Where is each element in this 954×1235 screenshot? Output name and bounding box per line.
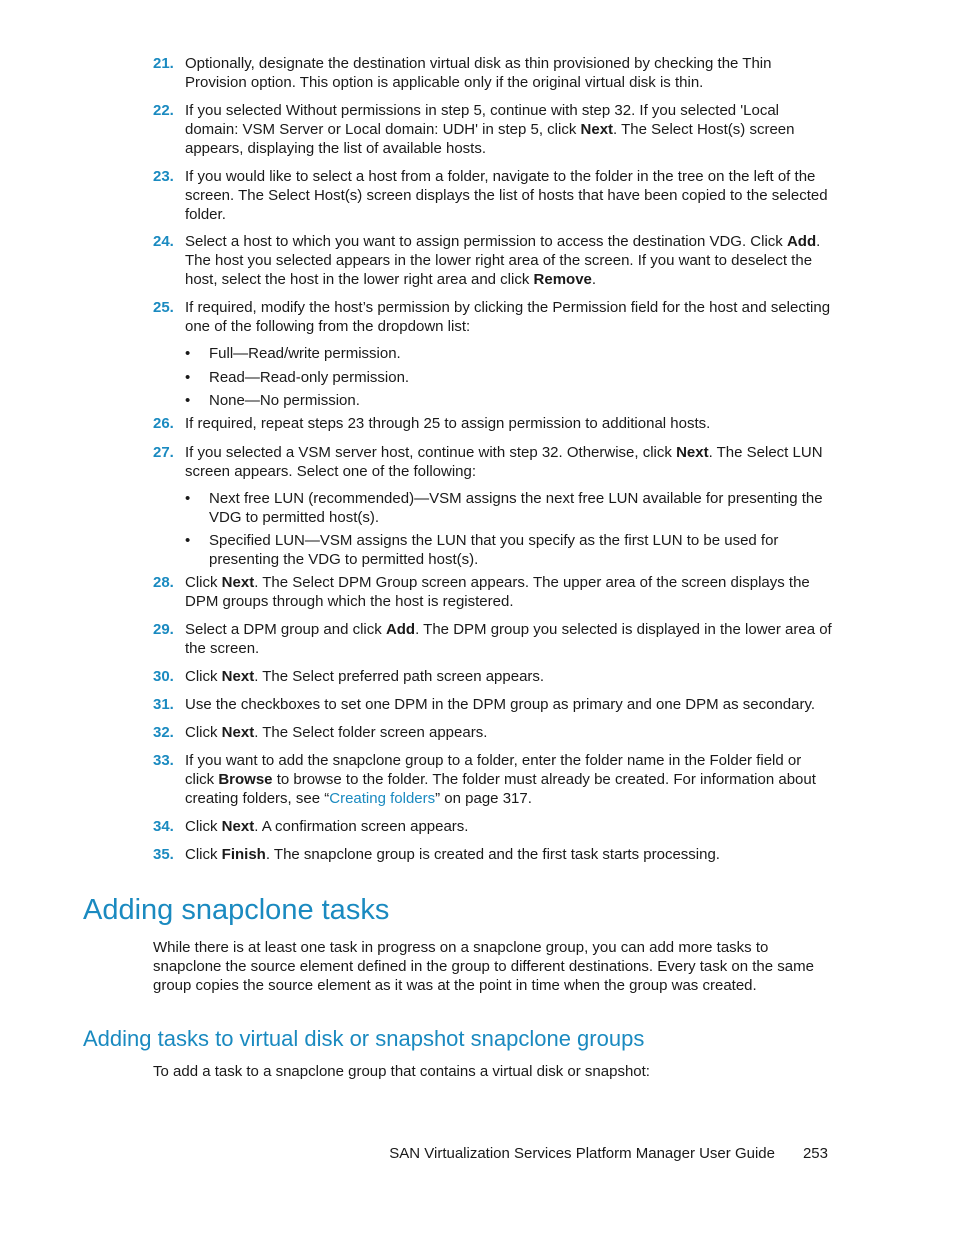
step-number: 35. [153, 846, 174, 863]
step-30 [153, 667, 833, 686]
step-text: Select a host to which you want to assign permission to access the destination VDG. Click Add. The host you selected appears in the lower right area of the screen. If you want to deselect the host, select the host in the lower right area and click Remove. [185, 233, 821, 288]
bullet-item [185, 531, 830, 569]
subsection-intro-paragraph: To add a task to a snapclone group that contains a virtual disk or snapshot: [153, 1063, 650, 1080]
bullet-item [185, 489, 830, 527]
ui-term: Next [221, 574, 255, 591]
ui-term: Next [221, 724, 255, 741]
step-text: If you selected a VSM server host, continue with step 32. Otherwise, click Next. The Select LUN screen appears. Select one of the following: [185, 444, 823, 480]
creating-folders-link[interactable]: Creating folders [329, 790, 436, 807]
section-heading: Adding snapclone tasks [83, 894, 390, 926]
bullet-dot: • [185, 345, 191, 362]
step-text: If required, modify the host’s permission by clicking the Permission field for the host and selecting one of the following from the dropdown list: [185, 299, 831, 335]
step-text: Select a DPM group and click Add. The DPM group you selected is displayed in the lower area of the screen. [185, 621, 832, 657]
step-23 [153, 167, 833, 224]
ui-term: Add [786, 233, 817, 250]
bullet-dot: • [185, 392, 191, 409]
ui-term: Finish [221, 846, 266, 863]
step-number: 21. [153, 55, 174, 72]
ui-term: Add [385, 621, 416, 638]
step-text: Click Next. The Select folder screen appears. [185, 724, 488, 741]
page-footer [389, 1144, 828, 1163]
step-35 [153, 845, 833, 864]
guide-title: SAN Virtualization Services Platform Manager User Guide [389, 1145, 775, 1162]
step-number: 23. [153, 168, 174, 185]
step-34 [153, 817, 833, 836]
step-31 [153, 695, 833, 714]
subsection-heading: Adding tasks to virtual disk or snapshot snapclone groups [83, 1026, 645, 1051]
ui-term: Next [221, 668, 255, 685]
step-27 [153, 443, 833, 481]
step-number: 30. [153, 668, 174, 685]
ui-term: Remove [533, 271, 592, 288]
bullet-text: None—No permission. [209, 392, 360, 409]
step-text: Click Next. A confirmation screen appears. [185, 818, 469, 835]
step-21 [153, 54, 833, 92]
step-text: If you selected Without permissions in step 5, continue with step 32. If you selected 'Local domain: VSM Server or Local domain: UDH' in step 5, click Next. The Select Host(s) screen appears, displaying the list of available hosts. [185, 102, 795, 157]
step-22 [153, 101, 833, 158]
step-number: 34. [153, 818, 174, 835]
step-text: Use the checkboxes to set one DPM in the DPM group as primary and one DPM as secondary. [185, 696, 816, 713]
bullet-item [185, 344, 830, 363]
step-26 [153, 414, 833, 433]
step-24 [153, 232, 833, 289]
step-29 [153, 620, 833, 658]
step-number: 26. [153, 415, 174, 432]
bullet-dot: • [185, 490, 191, 507]
bullet-dot: • [185, 369, 191, 386]
ui-term: Next [676, 444, 709, 461]
bullet-text: Specified LUN—VSM assigns the LUN that you specify as the first LUN to be used for presenting the VDG to permitted host(s). [209, 532, 779, 568]
step-number: 27. [153, 444, 174, 461]
step-text: If required, repeat steps 23 through 25 to assign permission to additional hosts. [185, 415, 711, 432]
bullet-text: Full—Read/write permission. [209, 345, 401, 362]
step-25 [153, 298, 833, 336]
step-text: If you would like to select a host from a folder, navigate to the folder in the tree on the left of the screen. The Select Host(s) screen displays the list of hosts that have been copied to the selected folder. [185, 168, 828, 223]
bullet-item [185, 368, 830, 387]
ui-term: Next [221, 818, 255, 835]
bullet-item [185, 391, 830, 410]
step-number: 32. [153, 724, 174, 741]
bullet-text: Read—Read-only permission. [209, 369, 410, 386]
step-number: 28. [153, 574, 174, 591]
step-text: If you want to add the snapclone group to a folder, enter the folder name in the Folder field or click Browse to browse to the folder. The folder must already be created. For information about creating folders, see “Creating folders” on page 317. [185, 752, 816, 807]
bullet-dot: • [185, 532, 191, 549]
step-number: 25. [153, 299, 174, 316]
section-intro-paragraph: While there is at least one task in progress on a snapclone group, you can add more tasks to snapclone the source element defined in the group to different destinations. Every task on the same group copies the source element as it was at the point in time when the group was created. [153, 939, 814, 994]
step-32 [153, 723, 833, 742]
step-text: Click Finish. The snapclone group is created and the first task starts processing. [185, 846, 720, 863]
step-28 [153, 573, 833, 611]
step-number: 29. [153, 621, 174, 638]
step-33 [153, 751, 833, 808]
ui-term: Next [580, 121, 614, 138]
step-number: 33. [153, 752, 174, 769]
step-number: 31. [153, 696, 174, 713]
ui-term: Browse [218, 771, 273, 788]
step-text: Optionally, designate the destination virtual disk as thin provisioned by checking the Thin Provision option. This option is applicable only if the original virtual disk is thin. [185, 55, 772, 91]
bullet-text: Next free LUN (recommended)—VSM assigns the next free LUN available for presenting the VDG to permitted host(s). [209, 490, 823, 526]
step-text: Click Next. The Select preferred path screen appears. [185, 668, 545, 685]
step-number: 24. [153, 233, 174, 250]
step-number: 22. [153, 102, 174, 119]
step-text: Click Next. The Select DPM Group screen appears. The upper area of the screen displays the DPM groups through which the host is registered. [185, 574, 810, 610]
page-number: 253 [802, 1145, 828, 1162]
